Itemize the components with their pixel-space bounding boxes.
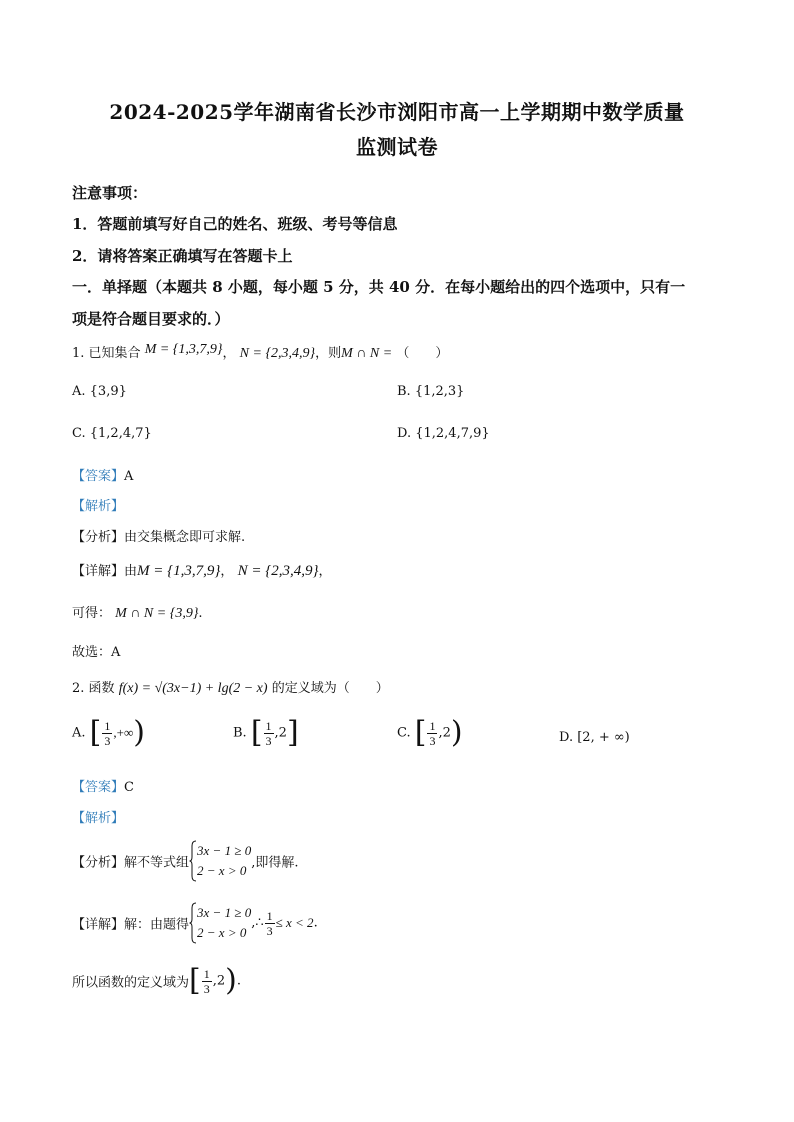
q1-detail-m: M = {1,3,7,9} xyxy=(137,563,221,579)
q1-analysis-tag: 【解析】 xyxy=(72,499,125,514)
q1-fenxi-tag: 【分析】 xyxy=(72,530,125,545)
q2-option-a-lbracket: [ xyxy=(89,715,102,750)
q1-mid: ，则 xyxy=(315,346,342,361)
q2-conclusion-frac xyxy=(202,967,212,996)
notice-item-2: 2．请将答案正确填写在答题卡上 xyxy=(72,247,293,265)
q2-option-c xyxy=(397,715,463,750)
frac-num: 1 xyxy=(429,718,436,733)
q1-answer xyxy=(72,465,133,484)
q1-option-c: C. {1,2,4,7} xyxy=(72,426,152,441)
q2-answer-tag: 【答案】 xyxy=(72,780,125,795)
q1-option-b: B. {1,2,3} xyxy=(397,384,465,399)
q1-fenxi xyxy=(72,526,245,545)
q1-set-n: N = {2,3,4,9} xyxy=(239,346,316,361)
q2-conclusion-prefix: 所以函数的定义域为 xyxy=(72,975,190,991)
q1-detail-sep: ， xyxy=(220,564,234,579)
q1-answer-tag: 【答案】 xyxy=(72,469,125,484)
q1-choose: 故选：A xyxy=(72,645,121,660)
q1-detail-n: N = {2,3,4,9} xyxy=(237,563,319,579)
frac-num: 1 xyxy=(203,966,210,981)
q2-conclusion-end: . xyxy=(236,973,241,989)
q2-fenxi-system xyxy=(197,841,251,881)
q2-stem xyxy=(72,677,389,697)
exam-title-line2: 监测试卷 xyxy=(356,135,438,159)
q2-conclusion-tail: ,2 xyxy=(212,973,226,989)
q2-answer-value: C xyxy=(124,780,134,795)
frac-num: 1 xyxy=(104,718,111,733)
frac-den: 3 xyxy=(429,733,436,748)
notice-item-1: 1．答题前填写好自己的姓名、班级、考号等信息 xyxy=(72,215,398,233)
q2-option-a xyxy=(72,715,145,750)
q2-detail-prefix: 解：由题得 xyxy=(124,917,190,933)
q1-answer-value: A xyxy=(124,469,134,484)
section1-heading-line2: 项是符合题目要求的．） xyxy=(72,310,230,328)
q1-result-end: . xyxy=(198,606,203,621)
q2-suffix: 的定义域为（ ） xyxy=(271,681,389,696)
q2-option-a-label: A. xyxy=(72,725,86,741)
ineq-1: 3x − 1 ≥ 0 xyxy=(197,843,252,858)
q2-option-c-lbracket: [ xyxy=(414,715,427,750)
notice-heading: 注意事项： xyxy=(72,184,148,202)
q2-conclusion-rparen: ) xyxy=(225,963,237,998)
frac-den: 3 xyxy=(266,923,273,938)
q2-fenxi-suffix: ,即得解. xyxy=(251,855,299,871)
q1-fenxi-text: 由交集概念即可求解. xyxy=(124,530,246,545)
q1-stem xyxy=(72,342,448,362)
q2-detail-tag: 【详解】 xyxy=(72,917,125,933)
q1-paren: （ ） xyxy=(396,346,449,361)
q1-set-m: M = {1,3,7,9} xyxy=(144,342,223,357)
q1-sep: ， xyxy=(222,346,236,361)
section1-heading-line1: 一．单择题（本题共 8 小题，每小题 5 分，共 40 分．在每小题给出的四个选项中，只有一 xyxy=(72,278,686,296)
q2-detail-end: . xyxy=(313,915,318,931)
left-brace-icon xyxy=(189,840,197,882)
left-brace-icon xyxy=(189,902,197,944)
ineq-2: 2 − x > 0 xyxy=(197,925,247,940)
q2-option-b-rbracket: ] xyxy=(286,715,299,750)
q1-detail xyxy=(72,560,331,580)
q2-option-c-tail: ,2 xyxy=(438,725,451,741)
q2-detail-then: ,∴ xyxy=(251,915,264,931)
frac-den: 3 xyxy=(104,733,111,748)
q1-detail-tag: 【详解】 xyxy=(72,564,125,579)
q1-result-prefix: 可得： xyxy=(72,606,112,621)
q2-detail xyxy=(72,902,318,944)
q1-ask: M ∩ N = xyxy=(341,346,393,361)
q2-fenxi-prefix: 解不等式组 xyxy=(124,855,190,871)
q2-option-c-rparen: ) xyxy=(450,715,463,750)
q2-option-a-tail: ,+∞ xyxy=(113,725,134,740)
q2-option-b xyxy=(233,715,299,750)
frac-den: 3 xyxy=(265,733,272,748)
q2-fenxi xyxy=(72,840,298,882)
q1-detail-end: ， xyxy=(318,564,332,579)
q1-detail-prefix: 由 xyxy=(124,564,138,579)
q1-option-d: D. {1,2,4,7,9} xyxy=(397,426,490,441)
ineq-1: 3x − 1 ≥ 0 xyxy=(197,905,252,920)
q1-result xyxy=(72,602,203,622)
q2-analysis-tag: 【解析】 xyxy=(72,811,125,826)
q2-option-c-frac xyxy=(427,719,437,748)
q2-function: f(x) = √(3x−1) + lg(2 − x) xyxy=(118,681,268,696)
q2-option-b-tail: ,2 xyxy=(274,725,287,741)
q2-detail-frac xyxy=(265,909,275,938)
frac-num: 1 xyxy=(266,908,273,923)
frac-num: 1 xyxy=(265,718,272,733)
q2-conclusion-lbracket: [ xyxy=(189,963,201,998)
q2-option-a-frac xyxy=(102,719,112,748)
frac-den: 3 xyxy=(203,981,210,996)
q2-option-c-label: C. xyxy=(397,725,411,741)
q2-detail-system xyxy=(197,903,251,943)
q1-result-expr: M ∩ N = {3,9} xyxy=(115,606,199,621)
q2-option-b-label: B. xyxy=(233,725,247,741)
q2-conclusion xyxy=(72,963,241,998)
q2-option-b-frac xyxy=(264,719,274,748)
q2-prefix: 2. 函数 xyxy=(72,681,115,696)
q2-detail-range: ≤ x < 2 xyxy=(275,915,314,930)
q2-answer xyxy=(72,776,134,795)
q2-fenxi-tag: 【分析】 xyxy=(72,855,125,871)
exam-title-line1: 2024-2025学年湖南省长沙市浏阳市高一上学期期中数学质量 xyxy=(109,100,685,124)
q2-option-a-rparen: ) xyxy=(133,715,145,750)
q1-prefix: 1. 已知集合 xyxy=(72,346,141,361)
q1-option-a: A. {3,9} xyxy=(72,384,127,399)
q2-option-b-lbracket: [ xyxy=(250,715,263,750)
ineq-2: 2 − x > 0 xyxy=(197,863,247,878)
q2-option-d: D. [2, + ∞) xyxy=(559,730,630,745)
